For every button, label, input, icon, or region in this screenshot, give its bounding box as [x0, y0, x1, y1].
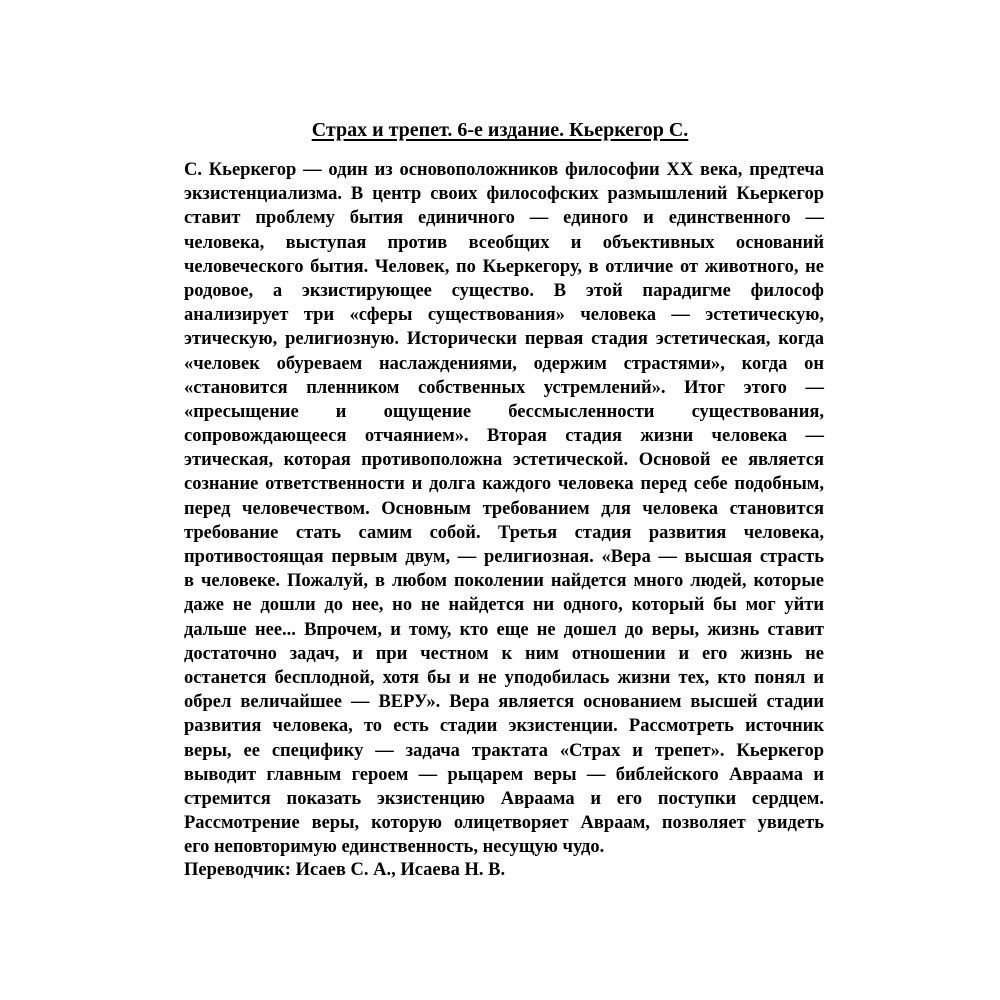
paragraph-line: веры, ее специфику — задача трактата «Страх и трепет». Кьеркегор: [184, 740, 824, 761]
paragraph-line: требование стать самим собой. Третья стадия развития человека,: [184, 522, 824, 543]
paragraph-line: родовое, а экзистирующее существо. В этой парадигме философ: [184, 280, 824, 301]
paragraph-line: С. Кьеркегор — один из основоположников философии XX века, предтеча: [184, 160, 824, 180]
paragraph-line: останется бесплодной, хотя бы и не уподобилась жизни тех, кто понял и: [184, 667, 824, 688]
paragraph-line: анализирует три «сферы существования» человека — эстетическую,: [184, 305, 824, 326]
paragraph-line: даже не дошли до нее, но не найдется ни одного, который бы мог уйти: [184, 595, 824, 616]
paragraph-line: стремится показать экзистенцию Авраама и его поступки сердцем.: [184, 788, 824, 809]
paragraph-line: развития человека, то есть стадии экзистенции. Рассмотреть источник: [184, 716, 824, 737]
paragraph-line: «пресыщение и ощущение бессмысленности существования,: [184, 401, 824, 422]
paragraph-line: «человек обуреваем наслаждениями, одержим страстями», когда он: [184, 353, 824, 374]
paragraph-line: обрел величайшее — ВЕРУ». Вера является основанием высшей стадии: [184, 692, 824, 713]
paragraph-line: перед человечеством. Основным требованием для человека становится: [184, 498, 824, 519]
paragraph-line: его неповторимую единственность, несущую чудо.: [184, 837, 605, 858]
paragraph-line: «становится пленником собственных устремлений». Итог этого —: [184, 377, 824, 398]
paragraph-line: человеческого бытия. Человек, по Кьеркегору, в отличие от животного, не: [184, 256, 824, 277]
paragraph-line: сопровождающееся отчаянием». Вторая стадия жизни человека —: [184, 426, 824, 447]
paragraph-line: сознание ответственности и долга каждого человека перед себе подобным,: [184, 474, 824, 495]
paragraph-line: человека, выступая против всеобщих и объективных оснований: [184, 232, 824, 253]
paragraph-line: дальше нее... Впрочем, и тому, кто еще не дошел до веры, жизнь ставит: [184, 619, 824, 640]
paragraph-line: экзистенциализма. В центр своих философских размышлений Кьеркегор: [184, 184, 824, 205]
paragraph-line: ставит проблему бытия единичного — единого и единственного —: [184, 208, 824, 229]
paragraph-line: Рассмотрение веры, которую олицетворяет Авраам, позволяет увидеть: [184, 813, 824, 834]
paragraph-line: этическую, религиозную. Исторически первая стадия эстетическая, когда: [184, 329, 824, 350]
paragraph-line: в человеке. Пожалуй, в любом поколении найдется много людей, которые: [184, 571, 824, 592]
paragraph-line: выводит главным героем — рыцарем веры — библейского Авраама и: [184, 764, 824, 785]
paragraph-line: этическая, которая противоположна эстетической. Основой ее является: [184, 450, 824, 471]
paragraph-line: достаточно задач, и при честном к ним отношении и его жизнь не: [184, 643, 824, 664]
description-paragraph: [184, 158, 824, 859]
document-title: Страх и трепет. 6-е издание. Кьеркегор С.: [311, 119, 689, 141]
paragraph-line: противостоящая первым двум, — религиозная. «Вера — высшая страсть: [184, 547, 824, 567]
translator-credit: Переводчик: Исаев С. А., Исаева Н. В.: [184, 860, 506, 880]
